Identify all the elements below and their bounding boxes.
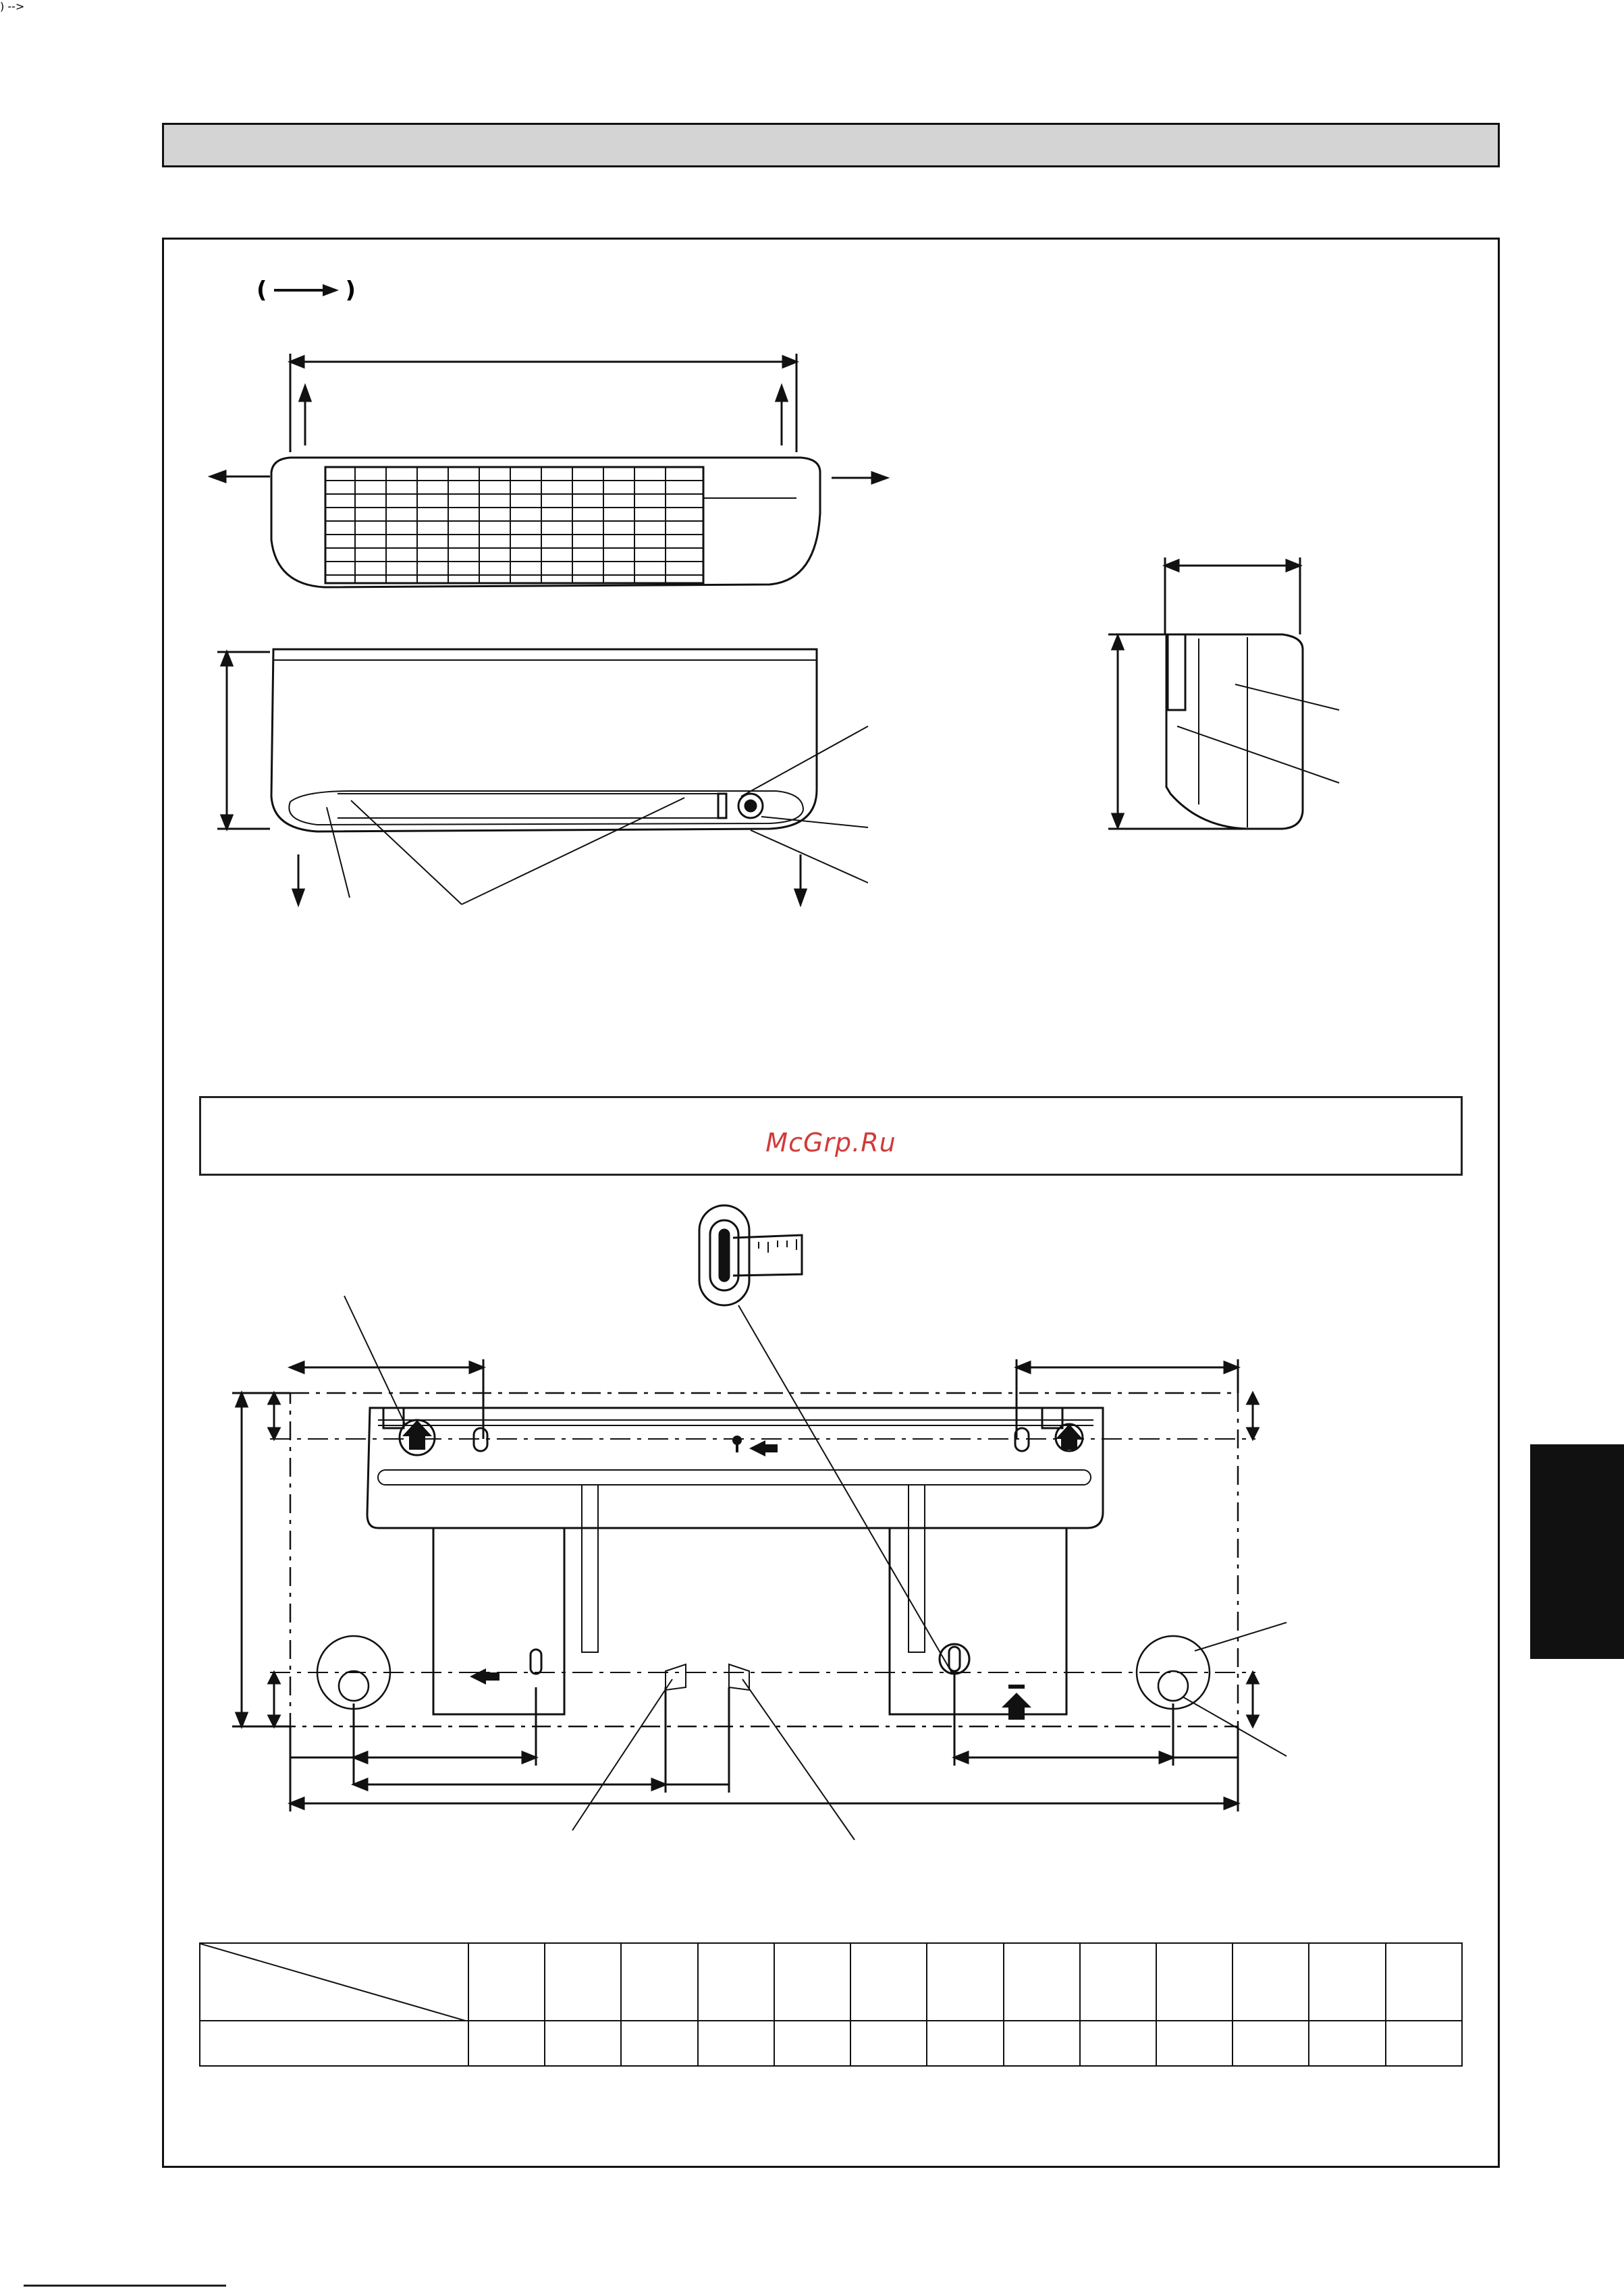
table-cell bbox=[1156, 1943, 1233, 2021]
table-cell bbox=[698, 1943, 774, 2021]
table-cell bbox=[927, 1943, 1003, 2021]
table-cell bbox=[1309, 2021, 1385, 2066]
table-cell bbox=[774, 1943, 850, 2021]
table-cell bbox=[850, 2021, 927, 2066]
table-cell bbox=[1309, 1943, 1385, 2021]
table-cell bbox=[545, 1943, 621, 2021]
table-cell bbox=[1004, 1943, 1080, 2021]
table-cell bbox=[774, 2021, 850, 2066]
table-cell bbox=[468, 1943, 545, 2021]
footer-rule bbox=[24, 2285, 226, 2287]
legend-close-paren: ) bbox=[345, 277, 356, 304]
diagonal-line bbox=[200, 1944, 468, 2021]
table-cell bbox=[621, 2021, 697, 2066]
table-cell bbox=[1233, 1943, 1309, 2021]
indoor-unit-drawings bbox=[0, 0, 1624, 1012]
table-cell bbox=[850, 1943, 927, 2021]
table-cell bbox=[1004, 2021, 1080, 2066]
table-cell bbox=[1156, 2021, 1233, 2066]
table-cell bbox=[698, 2021, 774, 2066]
spec-table bbox=[199, 1942, 1463, 2067]
notice-banner bbox=[199, 1096, 1463, 1176]
watermark-text: McGrp.Ru bbox=[765, 1128, 896, 1157]
legend-open-paren: ( bbox=[256, 277, 267, 304]
table-corner-cell bbox=[200, 1943, 468, 2021]
table-cell bbox=[468, 2021, 545, 2066]
table-cell bbox=[1080, 1943, 1156, 2021]
table-cell bbox=[1386, 2021, 1462, 2066]
table-cell bbox=[545, 2021, 621, 2066]
table-cell bbox=[927, 2021, 1003, 2066]
mounting-plate-drawing bbox=[0, 1201, 1624, 1876]
table-cell bbox=[1233, 2021, 1309, 2066]
table-cell bbox=[1080, 2021, 1156, 2066]
table-cell bbox=[1386, 1943, 1462, 2021]
table-cell bbox=[621, 1943, 697, 2021]
table-row-head bbox=[200, 2021, 468, 2066]
